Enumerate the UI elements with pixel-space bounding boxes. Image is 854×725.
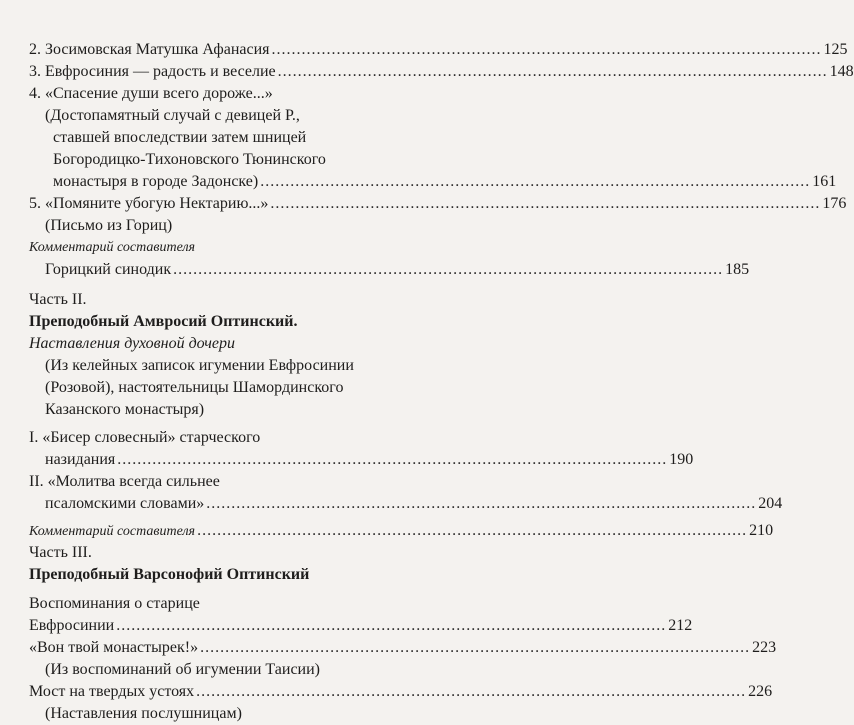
part-title: Преподобный Амвросий Оптинский. bbox=[29, 313, 298, 330]
toc-entry-title: Мост на твердых устоях bbox=[29, 683, 195, 700]
toc-entry-title: II. «Молитва всегда сильнее bbox=[29, 473, 220, 490]
toc-entry-title: «Вон твой монастырек!» bbox=[29, 639, 199, 656]
toc-entry-title: 4. «Спасение души всего дороже...» bbox=[29, 85, 273, 102]
toc-entry-title: Воспоминания о старице bbox=[29, 595, 200, 612]
toc-entry-page: 176 bbox=[822, 195, 847, 212]
leader-dots: .............................................................................................................. bbox=[260, 173, 811, 190]
toc-entry-page: 226 bbox=[748, 683, 773, 700]
leader-dots: .............................................................................................................. bbox=[116, 617, 667, 634]
toc-entry-subtitle: ставшей впоследствии затем шницей bbox=[53, 129, 307, 146]
toc-entry-title: 5. «Помяните убогую Нектарию...» bbox=[29, 195, 269, 212]
leader-dots: .............................................................................................................. bbox=[271, 41, 822, 58]
part-title: Преподобный Варсонофий Оптинский bbox=[29, 566, 310, 583]
toc-entry-page: 161 bbox=[812, 173, 837, 190]
toc-entry-subtitle: (Письмо из Гориц) bbox=[45, 217, 173, 234]
toc-entry-title: 2. Зосимовская Матушка Афанасия bbox=[29, 41, 270, 58]
toc-entry-page: 125 bbox=[823, 41, 848, 58]
toc-entry-subtitle: Казанского монастыря) bbox=[45, 401, 205, 418]
leader-dots: .............................................................................................................. bbox=[173, 261, 724, 278]
part-heading: Часть II. bbox=[29, 291, 87, 308]
toc-entry bbox=[29, 493, 783, 515]
toc-entry-page: 204 bbox=[758, 495, 783, 512]
toc-entry bbox=[29, 681, 773, 703]
toc-entry bbox=[29, 637, 777, 659]
toc-entry bbox=[29, 61, 854, 83]
leader-dots: .............................................................................................................. bbox=[200, 639, 751, 656]
toc-entry-page: 212 bbox=[668, 617, 693, 634]
toc-entry-subtitle: (Из келейных записок игумении Евфросинии bbox=[45, 357, 354, 374]
toc-entry-title: назидания bbox=[45, 451, 116, 468]
toc-entry-page: 185 bbox=[725, 261, 750, 278]
toc-entry-page: 210 bbox=[749, 522, 774, 539]
leader-dots: .............................................................................................................. bbox=[206, 495, 757, 512]
leader-dots: .............................................................................................................. bbox=[197, 522, 748, 539]
leader-dots: .............................................................................................................. bbox=[277, 63, 828, 80]
toc-entry-title: псаломскими словами» bbox=[45, 495, 205, 512]
leader-dots: .............................................................................................................. bbox=[196, 683, 747, 700]
leader-dots: .............................................................................................................. bbox=[270, 195, 821, 212]
toc-entry-title: I. «Бисер словесный» старческого bbox=[29, 429, 261, 446]
toc-entry-title: Горицкий синодик bbox=[45, 261, 172, 278]
toc-entry bbox=[29, 171, 837, 193]
toc-entry bbox=[29, 449, 694, 471]
toc-entry-page: 190 bbox=[669, 451, 694, 468]
toc-entry-title: 3. Евфросиния — радость и веселие bbox=[29, 63, 276, 80]
toc-entry-subtitle: Богородицко-Тихоновского Тюнинского bbox=[53, 151, 326, 168]
toc-commentary-heading: Комментарий составителя bbox=[29, 240, 196, 255]
toc-entry-page: 223 bbox=[752, 639, 777, 656]
toc-entry bbox=[29, 520, 774, 542]
toc-entry-subtitle: (Розовой), настоятельницы Шамординского bbox=[45, 379, 344, 396]
toc-entry-page: 148 bbox=[829, 63, 854, 80]
toc-entry bbox=[29, 259, 750, 281]
toc-commentary-heading: Комментарий составителя bbox=[29, 524, 196, 539]
part-heading: Часть III. bbox=[29, 544, 92, 561]
toc-entry-title: Евфросинии bbox=[29, 617, 115, 634]
toc-entry-subtitle: (Из воспоминаний об игумении Таисии) bbox=[45, 661, 321, 678]
leader-dots: .............................................................................................................. bbox=[117, 451, 668, 468]
toc-entry bbox=[29, 193, 847, 215]
toc-entry-subtitle: (Наставления послушницам) bbox=[45, 705, 242, 722]
toc-entry-subtitle: монастыря в городе Задонске) bbox=[53, 173, 259, 190]
section-title: Наставления духовной дочери bbox=[29, 335, 235, 352]
toc-entry bbox=[29, 615, 693, 637]
toc-entry bbox=[29, 39, 848, 61]
toc-entry-subtitle: (Достопамятный случай с девицей Р., bbox=[45, 107, 300, 124]
